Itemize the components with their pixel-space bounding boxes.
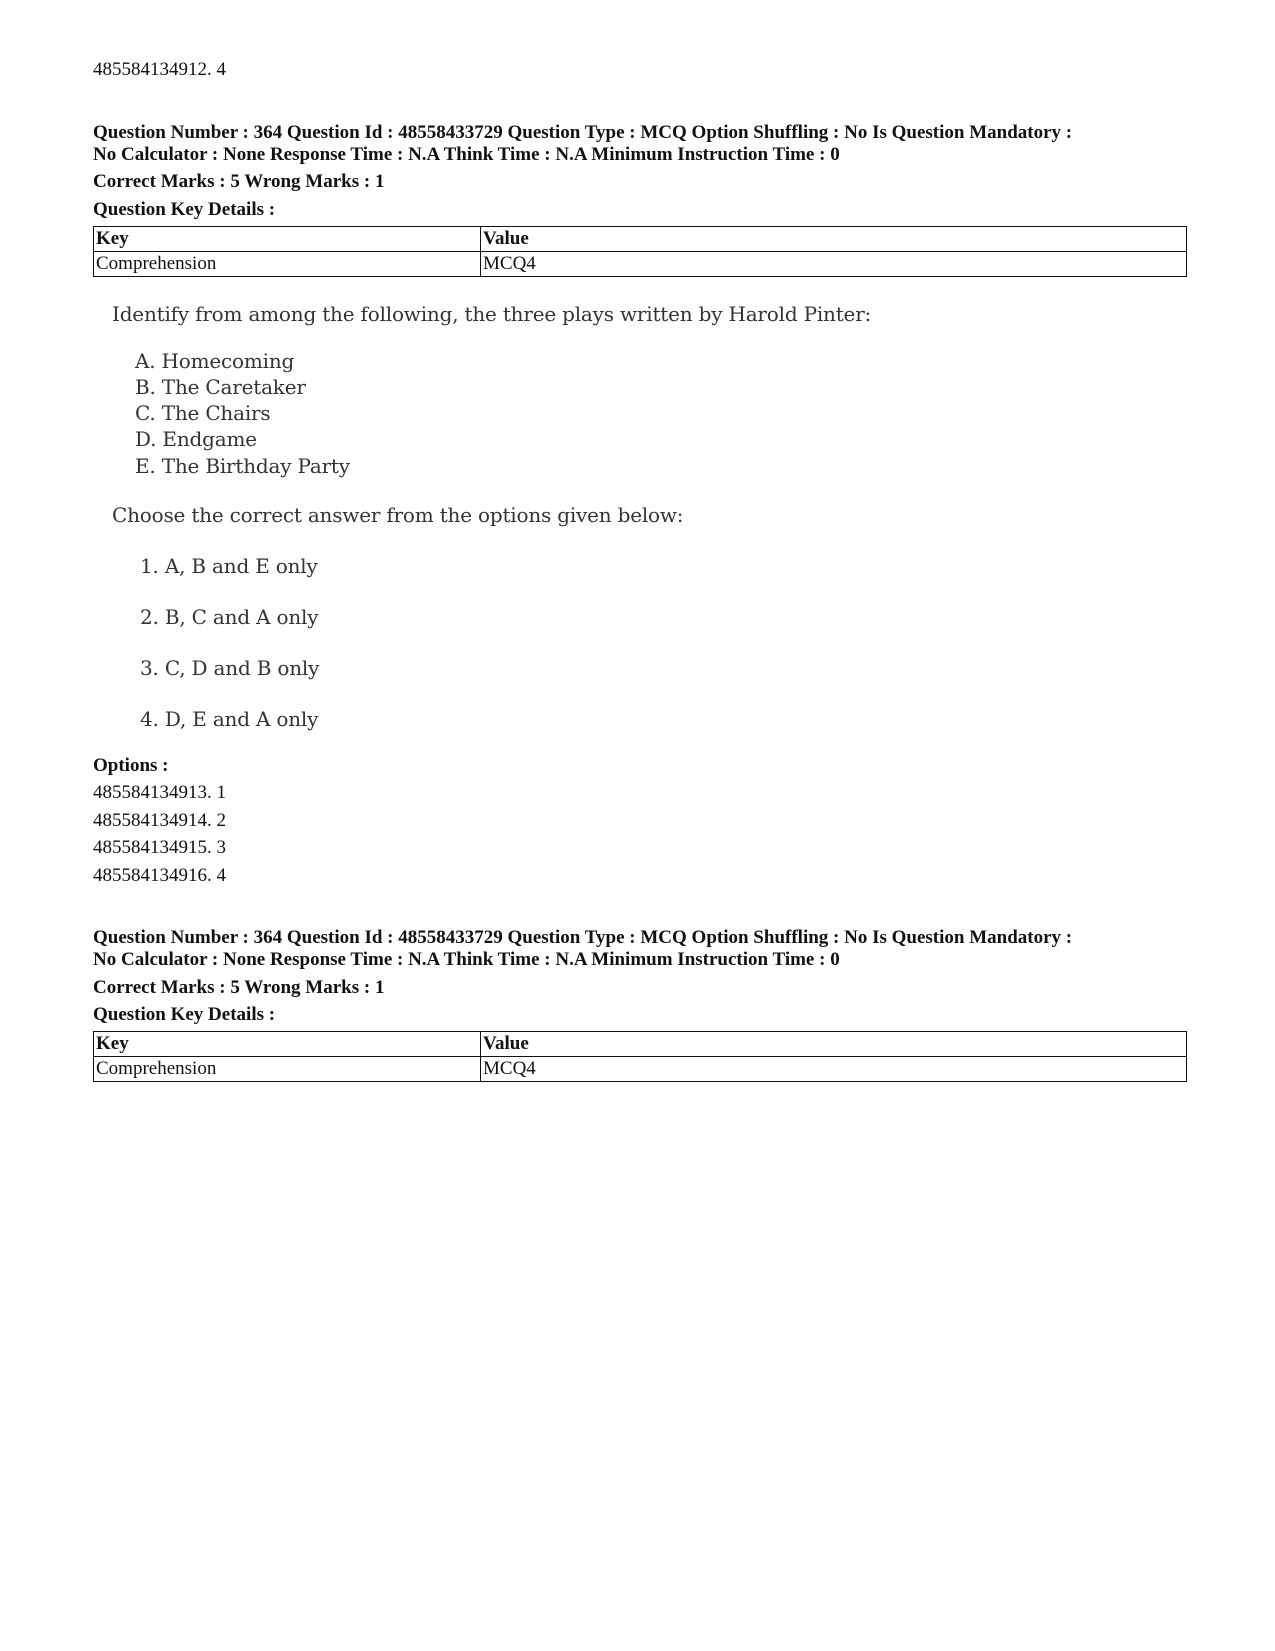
- list-item: A. Homecoming: [135, 349, 295, 373]
- question-meta-line-1: Question Number : 364 Question Id : 48558433729 Question Type : MCQ Option Shuffling : No Is Question Mandatory :: [93, 927, 1073, 948]
- list-item: E. The Birthday Party: [135, 454, 350, 478]
- option-line: 485584134914. 2: [93, 810, 226, 831]
- previous-option-line: 485584134912. 4: [93, 59, 226, 80]
- question-stem: Identify from among the following, the three plays written by Harold Pinter:: [112, 302, 872, 326]
- table-header-row: [94, 1032, 1187, 1057]
- table-row: [94, 252, 1187, 277]
- question-key-table: [93, 1031, 1187, 1082]
- option-line: 485584134913. 1: [93, 782, 226, 803]
- question-image: [100, 302, 900, 777]
- table-cell-key: Comprehension: [94, 252, 481, 277]
- table-cell-value: MCQ4: [481, 252, 1187, 277]
- option-line: 485584134915. 3: [93, 837, 226, 858]
- question-key-table: [93, 226, 1187, 277]
- list-item: C. The Chairs: [135, 401, 271, 425]
- table-header-key: Key: [94, 227, 481, 252]
- option-line: 485584134916. 4: [93, 865, 226, 886]
- answer-choice: 2. B, C and A only: [140, 605, 319, 629]
- list-item: D. Endgame: [135, 427, 257, 451]
- table-row: [94, 1057, 1187, 1082]
- question-meta-line-1: Question Number : 364 Question Id : 48558433729 Question Type : MCQ Option Shuffling : No Is Question Mandatory :: [93, 122, 1073, 143]
- answer-choice: 4. D, E and A only: [140, 707, 319, 731]
- key-details-label: Question Key Details :: [93, 1004, 276, 1025]
- options-label: Options :: [93, 755, 169, 776]
- marks-line: Correct Marks : 5 Wrong Marks : 1: [93, 977, 385, 998]
- answer-choice: 3. C, D and B only: [140, 656, 320, 680]
- key-details-label: Question Key Details :: [93, 199, 276, 220]
- answer-choice: 1. A, B and E only: [140, 554, 318, 578]
- question-meta-line-2: No Calculator : None Response Time : N.A Think Time : N.A Minimum Instruction Time : 0: [93, 144, 840, 165]
- table-header-value: Value: [481, 227, 1187, 252]
- table-cell-key: Comprehension: [94, 1057, 481, 1082]
- table-header-value: Value: [481, 1032, 1187, 1057]
- table-header-key: Key: [94, 1032, 481, 1057]
- table-header-row: [94, 227, 1187, 252]
- list-item: B. The Caretaker: [135, 375, 306, 399]
- table-cell-value: MCQ4: [481, 1057, 1187, 1082]
- question-instruction: Choose the correct answer from the options given below:: [112, 503, 684, 527]
- question-meta-line-2: No Calculator : None Response Time : N.A Think Time : N.A Minimum Instruction Time : 0: [93, 949, 840, 970]
- marks-line: Correct Marks : 5 Wrong Marks : 1: [93, 171, 385, 192]
